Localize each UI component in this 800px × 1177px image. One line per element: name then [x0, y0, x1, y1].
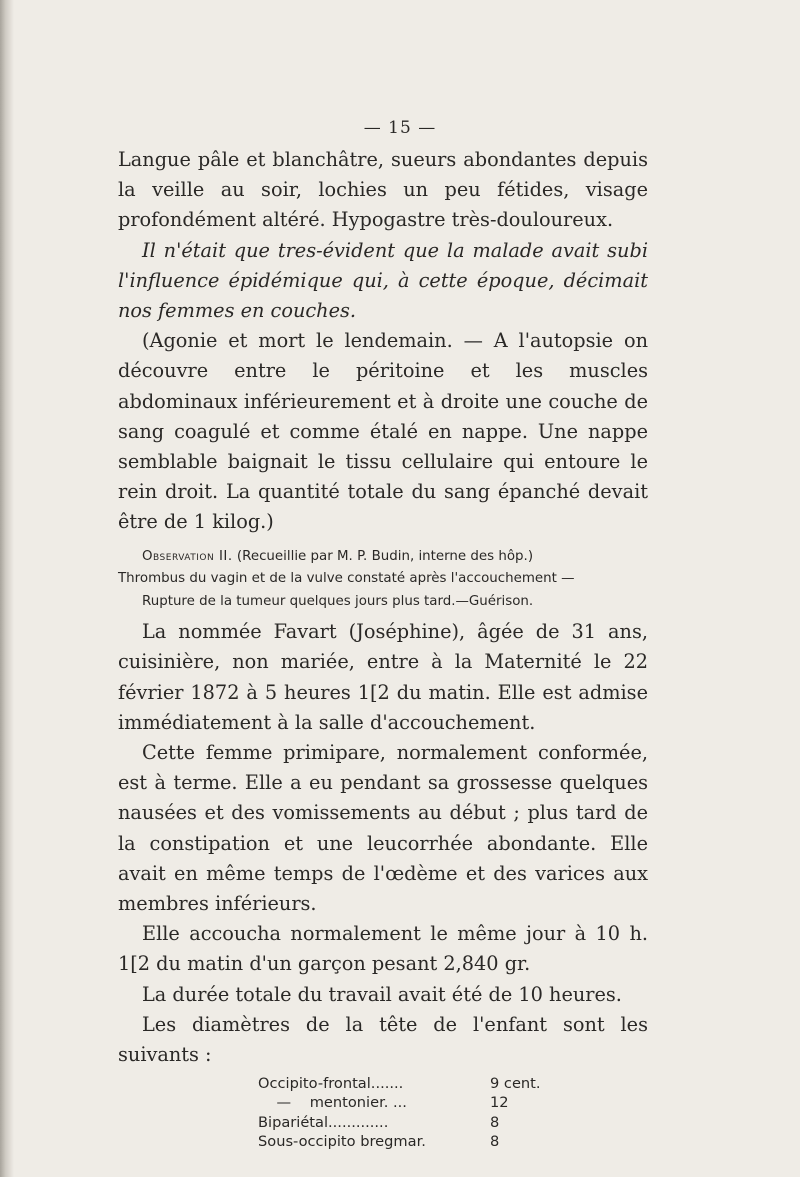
measurement-label: Occipito-frontal....... — [258, 1075, 404, 1093]
observation-source: (Recueillie par M. P. Budin, interne des hôp.) — [236, 548, 534, 564]
measurement-value: 9 cent. — [490, 1075, 541, 1093]
paragraph-admission: La nommée Favart (Joséphine), âgée de 31 ans, cuisinière, non mariée, entre à la Maternité le 22 février 1872 à 5 heures 1[2 du matin. Elle est admise immédiatement à la salle d'accouchement. — [118, 620, 648, 734]
paragraph-labor-duration: La durée totale du travail avait été de 10 heures. — [142, 982, 622, 1006]
measurement-row — [258, 1074, 648, 1093]
paragraph-delivery: Elle accoucha normalement le même jour à 10 h. 1[2 du matin d'un garçon pesant 2,840 gr. — [118, 922, 648, 976]
measurement-row — [258, 1113, 648, 1132]
paragraph-influence: Il n'était que tres-évident que la malade avait subi l'influence épidémique qui, à cette époque, décimait nos femmes en couches. — [118, 238, 648, 323]
paragraph-pregnancy: Cette femme primipare, normalement conformée, est à terme. Elle a eu pendant sa grossesse quelques nausées et des vomissements au début ; plus tard de la constipation et une leucorrhée abondante. Elle avait en même temps de l'œdème et des varices aux membres inférieurs. — [118, 740, 648, 915]
paragraph-autopsy: (Agonie et mort le lendemain. — A l'autopsie on découvre entre le péritoine et les muscles abdominaux inférieurement et à droite une couche de sang coagulé et comme étalé en nappe. Une nappe semblable baignait le tissu cellulaire qui entoure le rein droit. La quantité totale du sang épanché devait être de 1 kilog.) — [118, 329, 648, 534]
observation-line-2: Thrombus du vagin et de la vulve constaté après l'accouchement — — [118, 571, 575, 587]
observation-line-3: Rupture de la tumeur quelques jours plus tard.—Guérison. — [142, 593, 534, 609]
observation-heading — [118, 546, 648, 614]
observation-line-1 — [118, 546, 648, 569]
page-number: — 15 — — [363, 118, 437, 138]
measurement-value: 8 — [490, 1113, 500, 1131]
binding-edge — [0, 0, 14, 1177]
paragraph-diameters-intro: Les diamètres de la tête de l'enfant sont les suivants : — [118, 1012, 648, 1066]
measurement-row — [258, 1132, 648, 1151]
page-body — [118, 145, 648, 1151]
paragraph-symptoms: Langue pâle et blanchâtre, sueurs abondantes depuis la veille au soir, lochies un peu fétides, visage profondément altéré. Hypogastre très-douloureux. — [118, 148, 648, 232]
measurements-table — [258, 1074, 648, 1151]
measurement-label: — mentonier. ... — [258, 1094, 407, 1112]
measurement-label: Sous-occipito bregmar. — [258, 1132, 426, 1150]
measurement-value: 8 — [490, 1132, 500, 1150]
measurement-label: Bipariétal............. — [258, 1113, 389, 1131]
observation-label: Observation II. — [142, 548, 233, 564]
measurement-row — [258, 1093, 648, 1112]
measurement-value: 12 — [490, 1094, 509, 1112]
